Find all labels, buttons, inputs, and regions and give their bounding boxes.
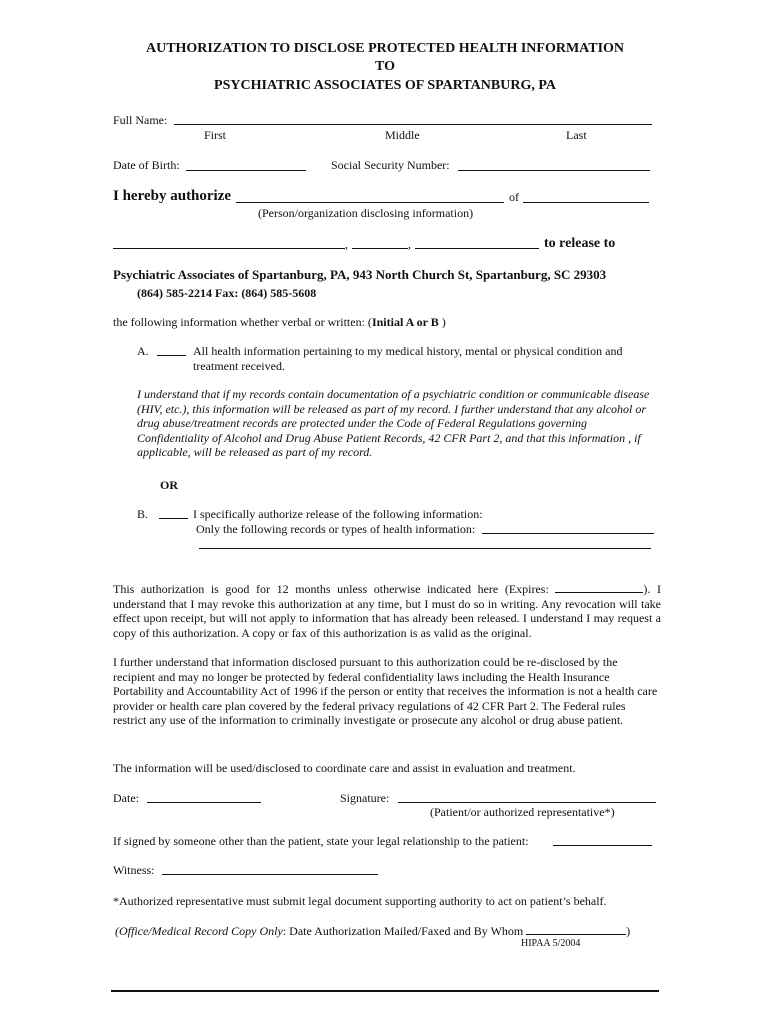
- option-b-text-1: I specifically authorize release of the following information:: [193, 507, 483, 521]
- option-b-initial-field[interactable]: [159, 518, 188, 519]
- authorize-caption: (Person/organization disclosing information): [258, 206, 474, 220]
- office-use-field[interactable]: [526, 923, 626, 935]
- redisclosure-paragraph: I further understand that information disclosed pursuant to this authorization could be re-disclosed by the recipient and may no longer be protected by federal confidentiality laws including the Health Insurance Portability and Accountability Act of 1996 if the person or entity that receives the information is not a health care provider or health care plan covered by the federal privacy regulations of 42 CFR Part 2. The Federal rules restrict any use of the information to criminally investigate or prosecute any alcohol or drug abuse patient.: [113, 655, 658, 728]
- last-name-caption: Last: [566, 128, 587, 142]
- option-b-text-2: Only the following records or types of health information:: [196, 522, 476, 536]
- comma-2: ,: [408, 237, 411, 251]
- witness-field[interactable]: [162, 874, 378, 875]
- page-title: AUTHORIZATION TO DISCLOSE PROTECTED HEALTH INFORMATION: [145, 41, 625, 56]
- recipient-phone-fax: (864) 585-2214 Fax: (864) 585-5608: [137, 286, 317, 300]
- middle-name-caption: Middle: [385, 128, 420, 142]
- signature-label: Signature:: [340, 791, 390, 805]
- option-b-records-field[interactable]: [482, 533, 654, 534]
- expires-field[interactable]: [555, 581, 643, 593]
- or-label: OR: [160, 478, 178, 492]
- ssn-field[interactable]: [458, 170, 650, 171]
- release-to-label: to release to: [544, 236, 616, 251]
- authorize-person-field[interactable]: [236, 202, 504, 203]
- option-a-label: A.: [137, 344, 149, 358]
- dob-field[interactable]: [186, 170, 306, 171]
- option-b-label: B.: [137, 507, 149, 521]
- relationship-field[interactable]: [553, 845, 652, 846]
- recipient-address: Psychiatric Associates of Spartanburg, PA, 943 North Church St, Spartanburg, SC 29303: [113, 267, 607, 282]
- ssn-label: Social Security Number:: [331, 158, 450, 172]
- comma-1: ,: [345, 237, 348, 251]
- info-intro: the following information whether verbal or written: (Initial A or B ): [113, 315, 446, 329]
- bottom-divider: [111, 990, 659, 992]
- signature-field[interactable]: [398, 802, 656, 803]
- signature-caption: (Patient/or authorized representative*): [430, 805, 615, 819]
- page-subtitle: PSYCHIATRIC ASSOCIATES OF SPARTANBURG, PA: [214, 78, 556, 93]
- relationship-label: If signed by someone other than the patient, state your legal relationship to the patient:: [113, 834, 529, 848]
- first-name-caption: First: [204, 128, 227, 142]
- address-street-field[interactable]: [113, 248, 345, 249]
- full-name-field[interactable]: [174, 124, 652, 125]
- option-a-text-1: All health information pertaining to my medical history, mental or physical condition and: [193, 344, 623, 358]
- of-label: of: [509, 190, 519, 204]
- full-name-label: Full Name:: [113, 113, 168, 127]
- authorize-label: I hereby authorize: [113, 188, 232, 204]
- date-label: Date:: [113, 791, 139, 805]
- address-city-field[interactable]: [352, 248, 408, 249]
- form-id: HIPAA 5/2004: [521, 938, 581, 949]
- office-use-line: (Office/Medical Record Copy Only: Date Authorization Mailed/Faxed and By Whom ): [115, 924, 631, 938]
- authorize-of-field[interactable]: [523, 202, 649, 203]
- confidentiality-note: I understand that if my records contain documentation of a psychiatric condition or communicable disease (HIV, etc.), this information will be released as part of my record. I further understand that any alcohol or drug abuse/treatment records are protected under the Code of Federal Regulations governing Confidentiality of Alcohol and Drug Abuse Patient Records, 42 CFR Part 2, and that this information , if applicable, will be released as part of my record.: [137, 387, 650, 460]
- witness-label: Witness:: [113, 863, 155, 877]
- authorized-rep-footnote: *Authorized representative must submit legal document supporting authority to act on patient’s behalf.: [113, 894, 607, 908]
- date-field[interactable]: [147, 802, 261, 803]
- address-state-zip-field[interactable]: [415, 248, 539, 249]
- option-b-records-field-2[interactable]: [199, 548, 651, 549]
- option-a-initial-field[interactable]: [157, 355, 186, 356]
- option-a-text-2: treatment received.: [193, 359, 285, 373]
- expiration-paragraph: This authorization is good for 12 months unless otherwise indicated here (Expires: ). I understand that I may revoke this authorization at any time, but I must do so in writing. Any revocation will take effect upon receipt, but will not apply to information that has already been released. I understand I may request a copy of this authorization. A copy or fax of this authorization is as valid as the original.: [113, 582, 662, 640]
- page-title-to: TO: [375, 59, 395, 74]
- dob-label: Date of Birth:: [113, 158, 180, 172]
- purpose-text: The information will be used/disclosed to coordinate care and assist in evaluation and treatment.: [113, 761, 576, 775]
